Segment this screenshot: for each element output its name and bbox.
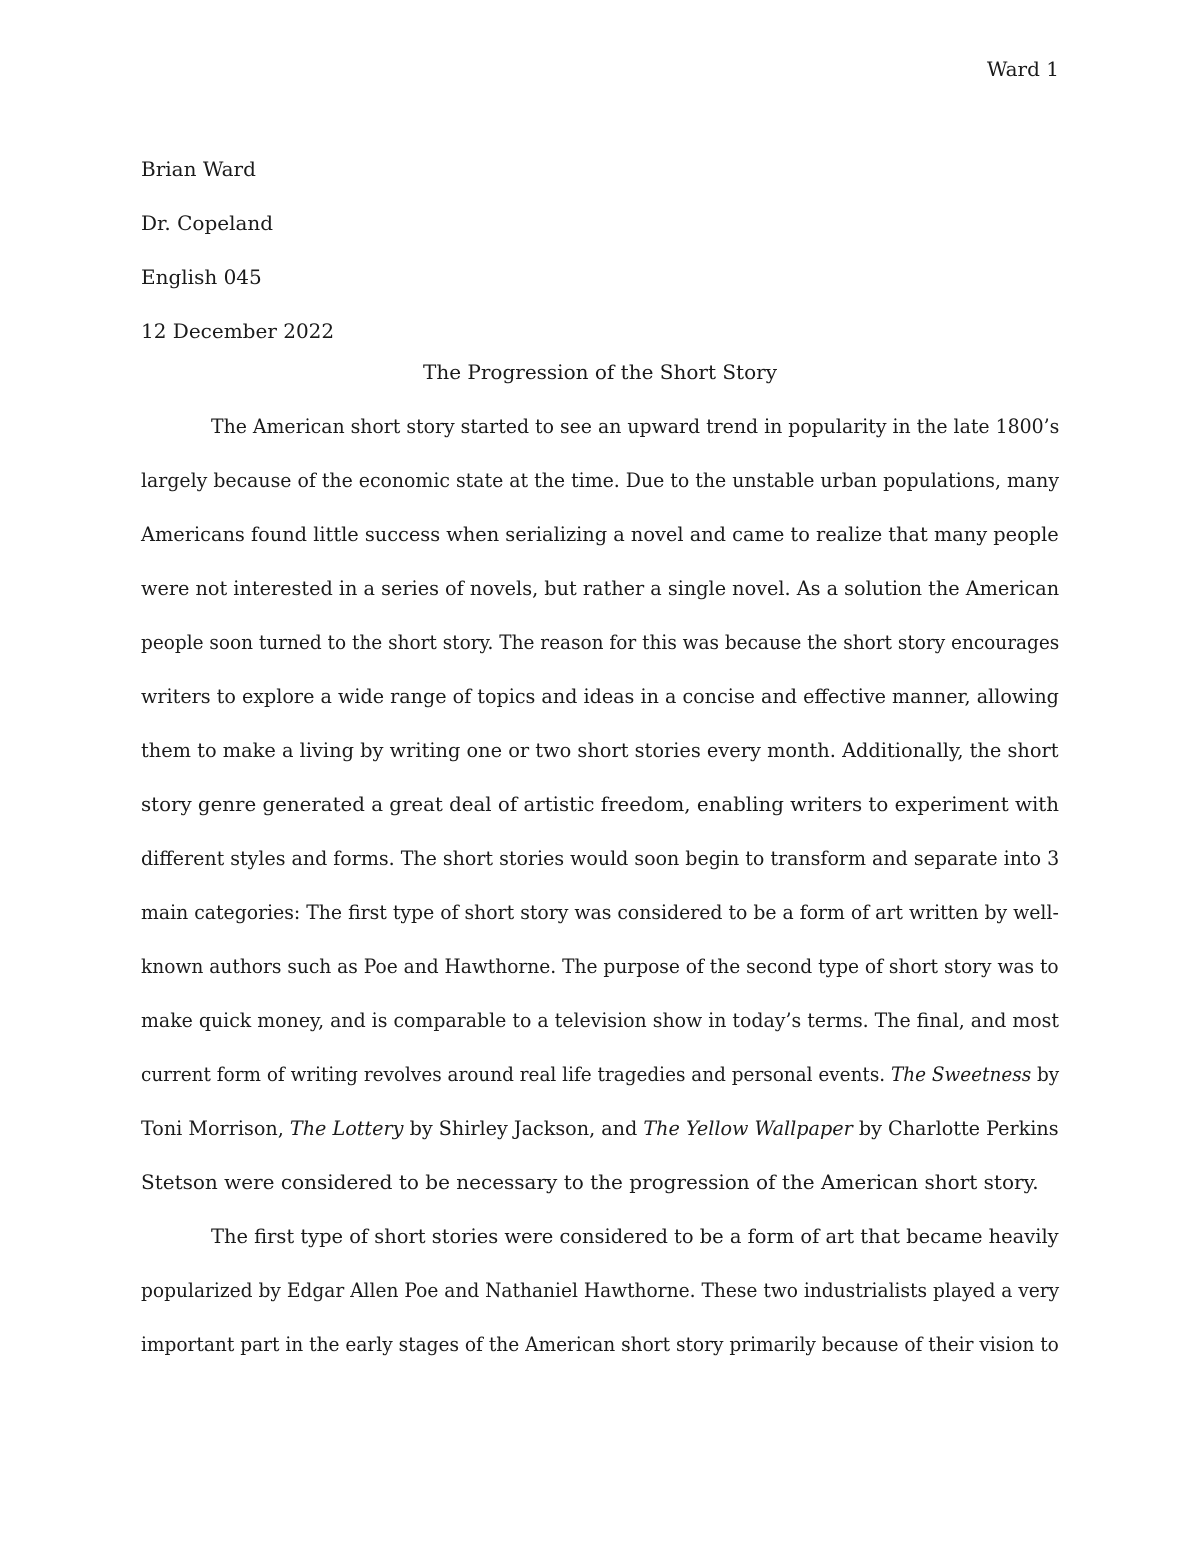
text-line: different styles and forms. The short stories would soon begin to transform and separate into 3 xyxy=(141,846,1060,870)
text-run: by Shirley Jackson, and xyxy=(403,1116,644,1140)
text-line: were not interested in a series of novels, but rather a single novel. As a solution the American xyxy=(141,576,1060,600)
running-head: Ward 1 xyxy=(986,57,1059,81)
text-line: largely because of the economic state at the time. Due to the unstable urban populations, many xyxy=(141,468,1059,492)
document-date: 12 December 2022 xyxy=(141,319,335,343)
work-title-the-sweetness: The Sweetness xyxy=(891,1062,1032,1086)
text-line xyxy=(141,1114,1059,1142)
text-run: by xyxy=(1031,1062,1060,1086)
text-run: Toni Morrison, xyxy=(141,1116,290,1140)
text-line xyxy=(141,1060,1059,1088)
work-title-the-yellow-wallpaper: The Yellow Wallpaper xyxy=(643,1116,853,1140)
text-line: story genre generated a great deal of artistic freedom, enabling writers to experiment with xyxy=(141,792,1060,816)
course-name: English 045 xyxy=(141,265,262,289)
text-line: popularized by Edgar Allen Poe and Nathaniel Hawthorne. These two industrialists played a very xyxy=(141,1278,1060,1302)
text-run: current form of writing revolves around real life tragedies and personal events. xyxy=(141,1062,892,1086)
text-line: The first type of short stories were considered to be a form of art that became heavily xyxy=(211,1224,1059,1248)
instructor-name: Dr. Copeland xyxy=(141,211,274,235)
text-line: The American short story started to see an upward trend in popularity in the late 1800’s xyxy=(211,414,1060,438)
text-run: by Charlotte Perkins xyxy=(852,1116,1059,1140)
text-line: writers to explore a wide range of topics and ideas in a concise and effective manner, allowing xyxy=(141,684,1059,708)
author-name: Brian Ward xyxy=(141,157,256,181)
text-line: people soon turned to the short story. The reason for this was because the short story encourages xyxy=(141,630,1060,654)
work-title-the-lottery: The Lottery xyxy=(289,1116,404,1140)
text-line: make quick money, and is comparable to a television show in today’s terms. The final, and most xyxy=(141,1008,1059,1032)
text-line: important part in the early stages of the American short story primarily because of their vision to xyxy=(141,1332,1059,1356)
text-line: Stetson were considered to be necessary to the progression of the American short story. xyxy=(141,1170,1039,1194)
text-line: Americans found little success when serializing a novel and came to realize that many people xyxy=(141,522,1059,546)
essay-title: The Progression of the Short Story xyxy=(422,360,777,384)
text-line: main categories: The first type of short story was considered to be a form of art written by well- xyxy=(141,900,1059,924)
text-line: known authors such as Poe and Hawthorne. The purpose of the second type of short story was to xyxy=(141,954,1059,978)
mla-heading xyxy=(141,142,334,358)
text-line: them to make a living by writing one or two short stories every month. Additionally, the short xyxy=(141,738,1059,762)
